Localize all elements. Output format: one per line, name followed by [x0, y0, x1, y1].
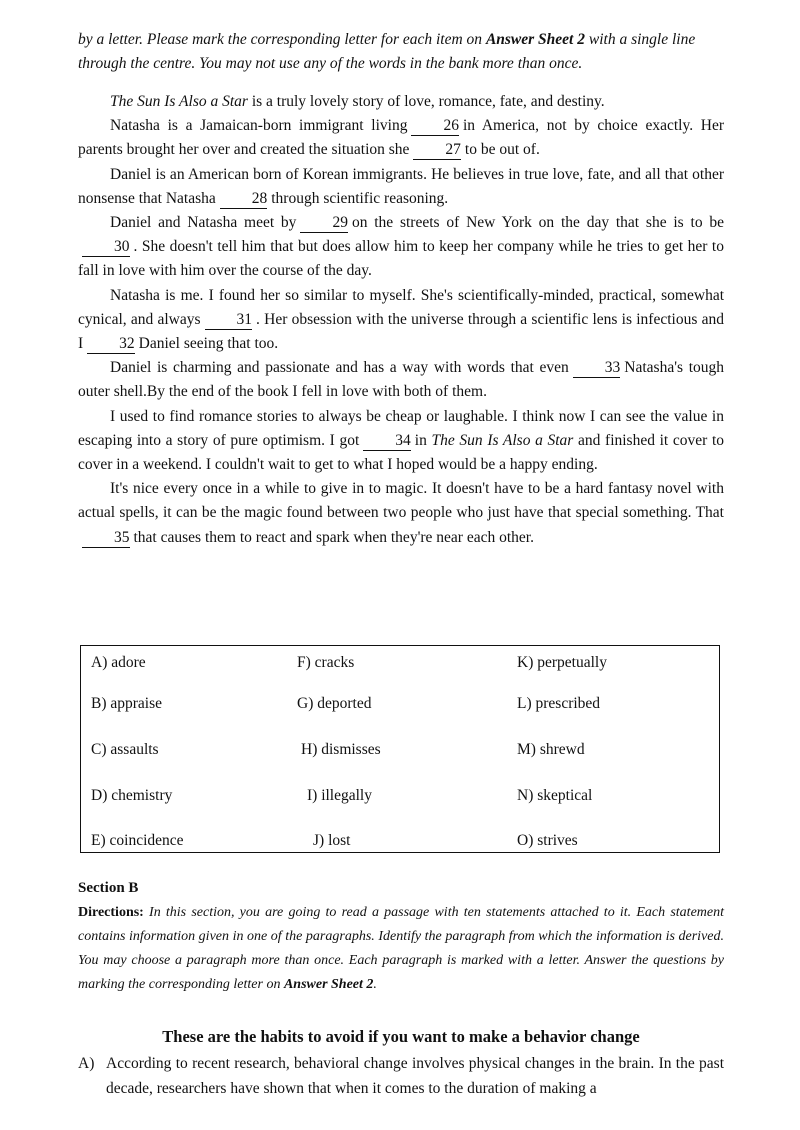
- paragraph-text: to be out of.: [464, 141, 540, 159]
- blank-31[interactable]: 31: [205, 311, 253, 330]
- option-I: I) illegally: [307, 787, 372, 804]
- paragraph-7: [78, 405, 724, 478]
- option-N: N) skeptical: [517, 787, 593, 804]
- paragraph-label: A): [78, 1055, 95, 1072]
- word-bank-row: [81, 787, 719, 811]
- blank-27[interactable]: 27: [413, 141, 461, 160]
- paragraph-text: and finished it cover to cover in a weekend. I couldn't wait to get to what I hoped would be a happy ending.: [78, 431, 725, 474]
- paragraph-text: . She doesn't tell him that but does allow him to keep her company while he tries to get her to fall in love with him over the course of the day.: [78, 238, 724, 280]
- blank-33[interactable]: 33: [573, 359, 621, 378]
- paragraph-text: Daniel and Natasha meet by: [110, 214, 297, 232]
- instructions: [78, 28, 724, 76]
- word-bank-row: [81, 832, 719, 856]
- paragraph-text: on the streets of New York on the day that she is to be: [351, 214, 724, 232]
- blank-30[interactable]: 30: [82, 238, 130, 257]
- instructions-text-end: with a single line through the centre. You may not use any of the words in the bank more than once.: [78, 31, 696, 72]
- answer-sheet-ref: Answer Sheet 2: [485, 31, 585, 48]
- paragraph-text: in America, not by choice exactly. Her parents brought her over and created the situation she: [78, 117, 724, 159]
- option-L: L) prescribed: [517, 695, 601, 712]
- option-O: O) strives: [517, 832, 578, 849]
- paragraph-text: According to recent research, behavioral change involves physical changes in the brain. In the past decade, researchers have shown that when it comes to the duration of making a: [106, 1055, 724, 1097]
- paragraph-text: Daniel seeing that too.: [138, 335, 279, 353]
- option-E: E) coincidence: [91, 832, 184, 849]
- book-title: The Sun Is Also a Star: [110, 93, 248, 110]
- option-M: M) shrewd: [517, 741, 585, 758]
- paragraph-4: [78, 211, 724, 284]
- blank-32[interactable]: 32: [87, 335, 135, 354]
- passage: [78, 90, 724, 550]
- option-K: K) perpetually: [517, 654, 607, 671]
- paragraph-text: that causes them to react and spark when they're near each other.: [133, 528, 534, 546]
- section-b: [78, 880, 724, 1097]
- answer-sheet-ref: Answer Sheet 2: [283, 977, 374, 992]
- option-G: G) deported: [297, 695, 372, 712]
- directions-end: .: [373, 977, 377, 992]
- word-bank-row: [81, 695, 719, 719]
- blank-34[interactable]: 34: [363, 432, 411, 451]
- directions-text: In this section, you are going to read a passage with ten statements attached to it. Each statement contains information given in one of the paragraphs. Identify the paragraph from which the information is derived. You may choose a paragraph more than once. Each paragraph is marked with a letter. Answer the questions by marking the corresponding letter on: [78, 905, 724, 992]
- article-paragraph-A: [78, 1052, 724, 1101]
- paragraph-text: Natasha's tough outer shell.By the end of the book I fell in love with both of them.: [78, 359, 724, 401]
- paragraph-text: Natasha is a Jamaican-born immigrant living: [110, 117, 408, 135]
- section-title: Section B: [78, 880, 139, 896]
- section-directions: [78, 901, 724, 997]
- instructions-text: by a letter. Please mark the corresponding letter for each item on: [78, 31, 486, 48]
- paragraph-text: It's nice every once in a while to give in to magic. It doesn't have to be a hard fantasy novel with actual spells, it can be the magic found between two people who just have that special something. That: [78, 480, 724, 522]
- option-C: C) assaults: [91, 741, 159, 758]
- paragraph-text: is a truly lovely story of love, romance, fate, and destiny.: [247, 93, 605, 110]
- paragraph-8: [78, 477, 724, 550]
- paragraph-text: through scientific reasoning.: [271, 189, 449, 207]
- word-bank-row: [81, 741, 719, 765]
- paragraph-text: Daniel is charming and passionate and has a way with words that even: [110, 359, 569, 377]
- option-F: F) cracks: [297, 654, 355, 671]
- paragraph-2: [78, 114, 724, 162]
- paragraph-text: Natasha is me. I found her so similar to myself. She's scientifically-minded, practical, somewhat cynical, and always: [78, 286, 724, 328]
- book-title: The Sun Is Also a Star: [431, 431, 574, 449]
- paragraph-text: in: [414, 431, 427, 449]
- option-H: H) dismisses: [301, 741, 381, 758]
- paragraph-5: [78, 284, 724, 357]
- option-D: D) chemistry: [91, 787, 173, 804]
- blank-29[interactable]: 29: [300, 214, 348, 233]
- paragraph-1: [78, 90, 724, 114]
- paragraph-text: . Her obsession with the universe through a scientific lens is infectious and I: [78, 310, 724, 353]
- cloze-section: [78, 28, 724, 550]
- word-bank: [80, 645, 720, 853]
- paragraph-text: Daniel is an American born of Korean immigrants. He believes in true love, fate, and all that other nonsense that Natasha: [78, 165, 724, 207]
- blank-28[interactable]: 28: [220, 190, 268, 209]
- directions-label: Directions:: [78, 905, 144, 920]
- paragraph-text: I used to find romance stories to always be cheap or laughable. I think now I can see the value in escaping into a story of pure optimism. I got: [78, 407, 724, 449]
- word-bank-row: [81, 654, 719, 678]
- blank-35[interactable]: 35: [82, 529, 130, 548]
- option-B: B) appraise: [91, 695, 163, 712]
- article-title: These are the habits to avoid if you want to make a behavior change: [162, 1027, 640, 1046]
- blank-26[interactable]: 26: [411, 117, 459, 136]
- option-J: J) lost: [313, 832, 351, 849]
- paragraph-6: [78, 356, 724, 404]
- option-A: A) adore: [91, 654, 146, 671]
- paragraph-3: [78, 163, 724, 211]
